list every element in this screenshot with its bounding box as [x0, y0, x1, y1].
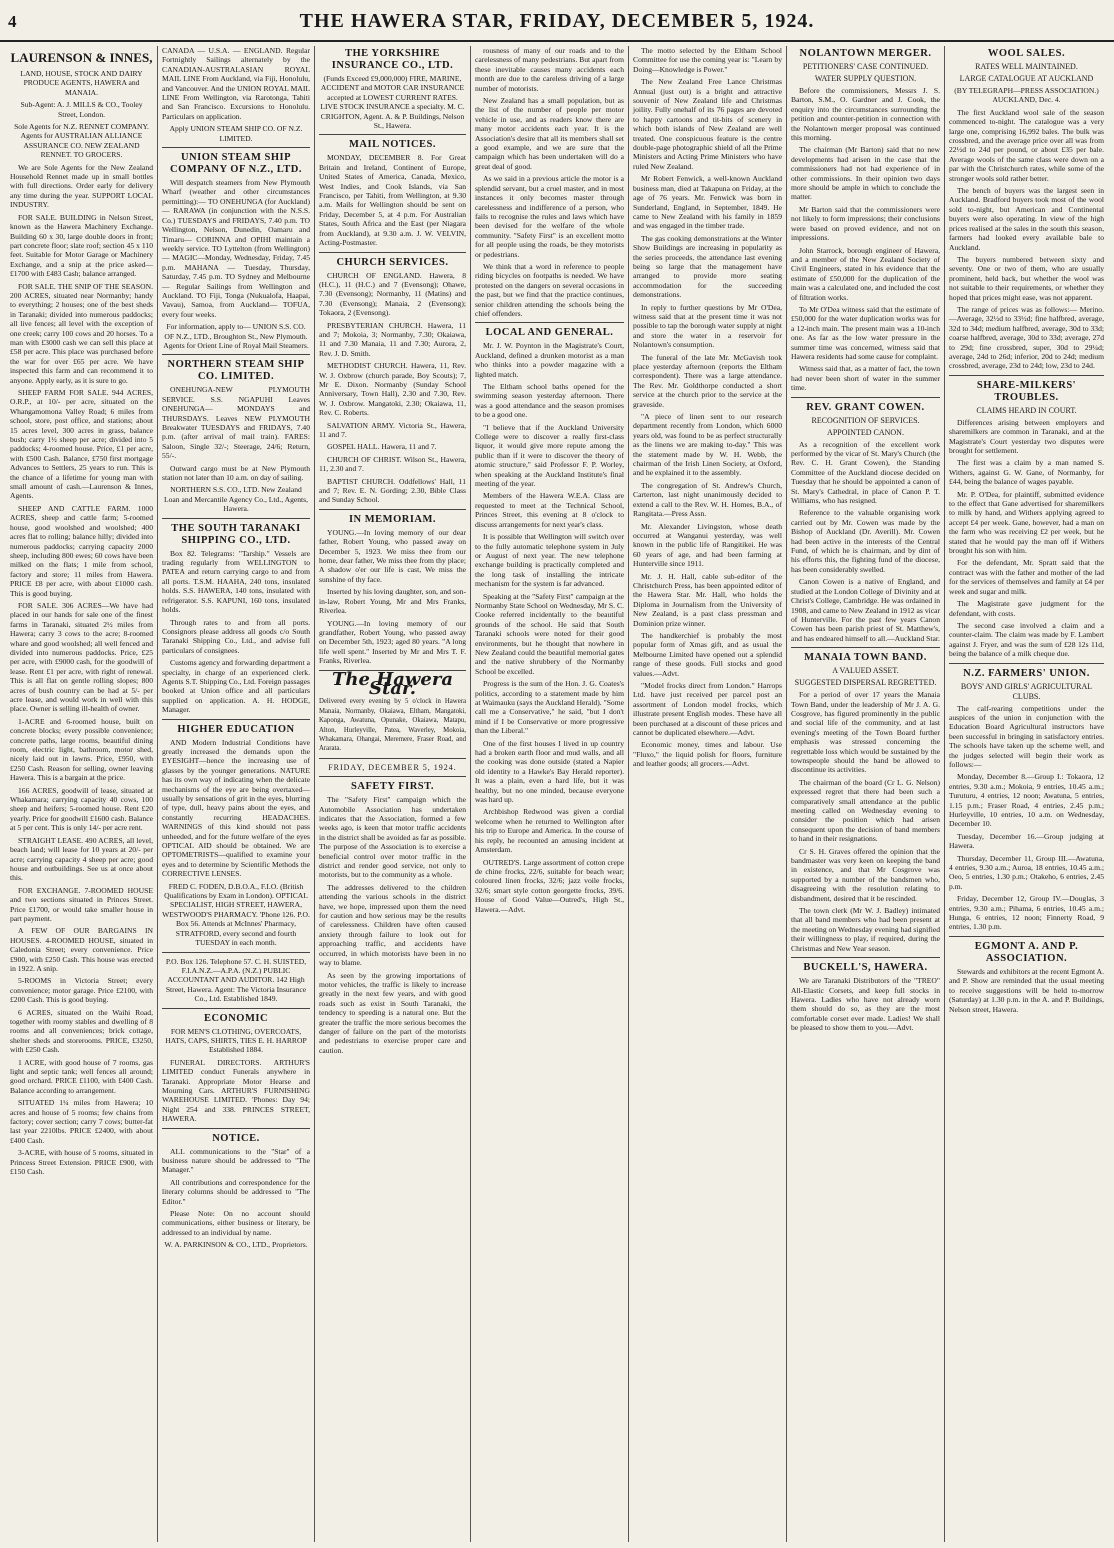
divider: [162, 1008, 310, 1009]
share-subheading: CLAIMS HEARD IN COURT.: [976, 405, 1077, 415]
editorial-paragraph: We think that a word in reference to people riding bicycles on footpaths is needed. We have protested on the dangers on several occasions in the past, but we find that the practice continues, senior children attending the schools being the chief offenders.: [475, 261, 624, 318]
hawera-star-logo: The Hawera Star.: [332, 668, 453, 699]
divider: [162, 147, 310, 148]
divider: [791, 957, 940, 958]
article-paragraph: Reference to the valuable organising work carried out by Mr. Cowen was made by the Bishop of Auckland (Dr. Averill). Mr. Cowen had been active in the interests of the Central Fund, of which he is chairman, and by dint of his efforts this, the fighting fund of the diocese, has been considerably swelled.: [791, 508, 940, 574]
news-item: "Model frocks direct from London." Harrops Ltd. have just received per parcel post an assortment of London model frocks, which illustrate present English modes. These have all been purchased at a discount of these prices and cannot be duplicated elsewhere.—Advt.: [633, 681, 782, 738]
divider: [319, 509, 466, 510]
church-body: METHODIST CHURCH. Hawera, 11, Rev. W. J. Oxbrow (church parade, Boy Scouts); 7, Mr E. Dixon. Normanby (Sunday School Anniversary, Town Hall), 2.30 and 7.30, Rev. W. J. Oxbrow. Mangatoki, 2.30; Okaiawa, 11, Rev. C. Roberts.: [319, 361, 466, 418]
harrop-ad: FOR MEN'S CLOTHING, OVERCOATS, HATS, CAPS, SHIRTS, TIES E. H. HARROP Established 1884.: [165, 1026, 307, 1055]
union-logo: UNION STEAM SHIP COMPANY OF N.Z., LTD.: [170, 152, 302, 176]
union-info: For information, apply to— UNION S.S. CO. OF N.Z., LTD., Broughton St., New Plymouth. Agents for Orient Line of Royal Mail Steamers.: [163, 322, 309, 350]
article-paragraph: The bench of buyers was the largest seen in Auckland. Bradford buyers took most of the wool sold to-night, but American and Continental buyers were also operating. In view of the high prices realised at the sales in the south this season, farmers had looked every available bale to Auckland.: [949, 186, 1104, 252]
editorial-paragraph: As seen by the growing importations of motor vehicles, the traffic is likely to increase greatly in the next few years, and with good roads such as exist in South Taranaki, the tendency to speeding is a natural one. But the greater the traffic the more serious becomes the danger of failure on the part of the motorists and pedestrians to exercise proper care and caution.: [319, 970, 466, 1055]
church-body: CHURCH OF ENGLAND. Hawera, 8 (H.C.), 11 (H.C.) and 7 (Evensong); Ohawe, 7.30 (Evensong); Normanby, 11 (Matins) and 7.30 (Evensong); Manaia, 2 (Evensong); Tokaora, 2 (Evensong).: [319, 270, 466, 318]
egmont-heading: EGMONT A. AND P. ASSOCIATION.: [974, 940, 1079, 964]
news-item: The gas cooking demonstrations at the Winter Show Buildings are increasing in popularity as the series proceeds, the attendance last evening being so large that the management have arranged to provide more seating accommodation for the succeeding demonstrations.: [633, 233, 782, 300]
article-paragraph: Before the commissioners, Messrs J. S. Barton, S.M., O. Gardner and J. Cook, the enquiry into the circumstances surrounding the petition and counter-petition in connection with the Nolantown merger proposal was continued this morning.: [791, 86, 940, 143]
article-paragraph: The town clerk (Mr W. J. Badley) intimated that all band members who had been present at the meeting on Wednesday evening had signified their willingness to play, if required, during the Christmas and New Year season.: [791, 906, 940, 953]
column-2: [158, 46, 315, 1542]
northern-heading: NORTHERN STEAM SHIP CO. LIMITED.: [167, 359, 305, 383]
column-7: [945, 46, 1108, 1542]
cowen-subheading: RECOGNITION OF SERVICES.: [811, 415, 920, 425]
manaia-band-heading: MANAIA TOWN BAND.: [804, 652, 927, 664]
article-paragraph: The calf-rearing competitions under the auspices of the union in conjunction with the Education Board Agricultural instructors have been successful in bringing in satisfactory entries. The schools have taken up the scheme well, and the judges selected will begin their work as follows:—: [949, 703, 1104, 769]
notice-body: ALL communications to the "Star" of a business nature should be addressed to "The Manager.": [162, 1146, 310, 1175]
ad-paragraph: We are Sole Agents for the New Zealand Household Rennet made up in small bottles with full directions. Order early for delivery any time during the year. SUPPORT LOCAL INDUSTRY.: [10, 162, 153, 210]
nolantown-heading: NOLANTOWN MERGER.: [799, 48, 932, 59]
article-paragraph: Monday, December 8.—Group I.: Tokaora, 12 entries, 9.30 a.m.; Mokoia, 9 entries, 10.45 a.m.; Turuturu, 4 entries, 12 noon; Awatuna, 5 entries, 1.15 p.m.; Fraser Road, 4 entries, 2.45 p.m.; Hurleyville, 10 entries, 10 a.m. on Wednesday, December 10.: [949, 772, 1104, 829]
church-body: GOSPEL HALL. Hawera, 11 and 7.: [327, 442, 437, 452]
ad-paragraph: 3-ACRE, with house of 5 rooms, situated in Princess Street Extension. PRICE £900, with £150 Cash.: [10, 1148, 153, 1177]
divider: [162, 719, 310, 720]
article-paragraph: The first Auckland wool sale of the season commenced to-night. The catalogue was a very large one, comprising 16,992 bales. The bulk was crossbred, and the average price over all was from 22½d to 24d per pound, or about £35 per bale. Average wools of the same class were down on a par with the Christchurch rates, while some of the stronger wools sold rather better.: [949, 107, 1104, 183]
news-item: "A piece of linen sent to our research department recently from London, which 6000 years old, was found to be as perfect structurally as the linens we are making to-day." This was the statement made by W. H. Webb, the chairman of the Irish Linen Society, at Oxford, and he explained it to the assembly.: [633, 412, 782, 478]
news-item: It is possible that Wellington will switch over to the fully automatic telephone system in July or August of next year. The new telephone exchange building is practically completed and the long task of installing the intricate mechanism for the system is far advanced.: [475, 532, 624, 589]
notice-body: W. A. PARKINSON & CO., LTD., Proprietors.: [164, 1240, 308, 1250]
divider: [791, 647, 940, 648]
south-body: Through rates to and from all ports. Consignors please address all goods c/o South Taranaki Shipping Co., Ltd., and advise full particulars of consignees.: [162, 617, 310, 655]
article-paragraph: As a recognition of the excellent work performed by the vicar of St. Mary's Church (the Rev. C. H. Grant Cowen), the Standing Committee of the Auckland diocese decided on Tuesday that he should be appointed a canon of St. Mary's Cathedral, in place of Canon P. T. Williams, who has resigned.: [791, 439, 940, 506]
article-paragraph: For the defendant, Mr. Spratt said that the contract was with the father and mother of the lad for the services of themselves and family at £4 per week and sugar and milk.: [949, 558, 1104, 596]
news-item: Mr. J. W. Poynton in the Magistrate's Court, Auckland, defined a drunken motorist as a man who thinks into a powder magazine with a lighted match.: [475, 341, 624, 379]
ad-paragraph: SITUATED 1¼ miles from Hawera; 10 acres and house of 5 rooms; few chains from factory; cover section; carry 7 cows; butter-fat last year 2210lbs. PRICE £2400, with about £400 Cash.: [10, 1098, 153, 1145]
divider: [475, 322, 624, 323]
church-services-heading: CHURCH SERVICES.: [336, 256, 449, 268]
news-item: The New Zealand Free Lance Christmas Annual (just out) is a bright and attractive souvenir of New Zealand life and Christmas joility. Fully onehalf of its 76 pages are devoted to happy cartoons and tit-bits of scenery in which both islands of New Zealand are well treated. One conspicuous feature is the centre double-page photographic shield of all the Prime Ministers and Acting Prime Ministers who have ruled New Zealand.: [633, 77, 782, 171]
ad-paragraph: LAND, HOUSE, STOCK AND DAIRY PRODUCE AGENTS, HAWERA and MANAIA.: [20, 69, 143, 97]
wool-subheading: LARGE CATALOGUE AT AUCKLAND: [959, 74, 1094, 83]
news-item: The handkerchief is probably the most popular form of Xmas gift, and as usual the Melbourne Limited have opened out a splendid range of these goods. Full stocks and good values.—Advt.: [633, 630, 782, 678]
optical-body: FRED C. FODEN, D.B.O.A., F.I.O. (British Qualifications by Exam in London). OPTICAL SPECIALIST, HIGH STREET, HAWERA, WESTWOOD'S PHARMACY. 'Phone 126. P.O. Box 56. Attends at McInnes' Pharmacy, STRATFORD, every second and fourth TUESDAY in each month.: [162, 881, 310, 948]
union-schedule: Will despatch steamers from New Plymouth Wharf (weather and other circumstances permitting):— TO ONEHUNGA (for Auckland)— RARAWA (in conjunction with the N.S.S. Co.) TUESDAYS and FRIDAYS, 7.40 p.m. TO Wellington, Nelson, Dunedin, Oamaru and Timaru— CORINNA and OPIHI maintain a weekly service. TO Lyttelton (from Wellington)— MAGIC—Monday, Wednesday, Friday, 7.45 p.m. MAHANA — Tuesday, Thursday, Saturday, 7.45 p.m. TO Sydney and Melbourne— Regular Sailings from Wellington and Auckland. TO Fiji, Tonga (Nukualofa, Haapai, Vavau), Samoa, from Auckland— TOFUA, every four weeks.: [162, 178, 310, 319]
south-body: Customs agency and forwarding department a specialty, in charge of an experienced clerk. Agents S.T. Shipping Co., Ltd. Foreign passages booked at Union office and all particulars supplied on application. A. H. HODGE, Manager.: [162, 658, 310, 715]
editorial-paragraph: New Zealand has a small population, but as the list of the number of people per motor vehicle in use, and as readers know there are many motor accidents each year. It is the Association's desire that all its members shall set a good example, and we are sure that the campaign which has been undertaken will do a great deal of good.: [475, 96, 624, 171]
article-paragraph: Cr S. H. Graves offered the opinion that the bandmaster was very keen on keeping the band in existence, and that Mr Cosgrove was supported by a number of the bandsmen who, disagreeing with the resolution relating to disbandment, desired that it be rescinded.: [791, 846, 940, 903]
higher-education-heading: HIGHER EDUCATION: [177, 723, 295, 735]
northern-body: NORTHERN S.S. CO., LTD. New Zealand Loan and Mercantile Agency Co., Ltd., Agents, Hawera.: [163, 485, 309, 514]
nolantown-subheading: WATER SUPPLY QUESTION.: [814, 74, 917, 83]
news-item: One of the first houses I lived in up country had a broken earth floor and mud walls, and all the cooking was done outside (stated a Napier old identity to a Hawke's Bay Herald reporter). It was a plain, even a hard life, but it was healthy, but no one minded, because everyone was hard up.: [475, 738, 624, 805]
delivery-note: Delivered every evening by 5 o'clock in Hawera Manaia, Normanby, Okaiawa, Eltham, Mangatoki, Kaponga, Awatuna, Opunake, Okaiawa, Matapu, Alton, Hurleyville, Patea, Waverley, Mokoia, Whakamara, Ohangai, Meremere, Fraser Road, and Ararata.: [319, 698, 466, 753]
article-paragraph: The second case involved a claim and a counter-claim. The claim was made by F. Lambert against J. Fryer, and was the sum of £28 12s 11d, being the balance of a milk cheque due.: [949, 620, 1104, 659]
article-paragraph: Differences arising between employers and sharemilkers are common in Taranaki, and at the Magistrate's Court yesterday two disputes were brought for settlement.: [949, 417, 1104, 455]
article-paragraph: The Magistrate gave judgment for the defendant, with costs.: [949, 599, 1104, 618]
ad-paragraph: STRAIGHT LEASE. 490 ACRES, all level, beach land; will lease for 10 years at 20/- per acre; carrying capacity 4 sheep per acre; good house and outbuildings. See us at once about this.: [10, 835, 153, 883]
news-item: The congregation of St. Andrew's Church, Carterton, last night unanimously decided to extend a call to the Rev. W. H. Homes, B.A., of Rangitata.—Press Assn.: [633, 480, 782, 519]
article-paragraph: Tuesday, December 16.—Group judging at Hawera.: [949, 831, 1104, 851]
article-paragraph: Stewards and exhibitors at the recent Egmont A. and P. Show are reminded that the usual meeting to receive suggestions will be held to-morrow (Saturday) at 1.30 p.m. in the A. and P. Buildings, Nelson street, Hawera.: [949, 966, 1104, 1014]
news-item: Progress is the sum of the Hon. J. G. Coates's politics, according to a statement made by him at Waimauku (says the Auckland Herald). "Some call me a Conservative," he said, "but I don't mind if I be Conservative or more progressive than the Liberal.": [475, 679, 624, 736]
article-paragraph: Canon Cowen is a native of England, and studied at the London College of Divinity and at Christ's College, Cambridge. He was ordained in 1908, and came to New Zealand in 1912 as vicar of Hunterville. For the past few years Canon Cowen has been parish priest of St. Matthew's, and has endeared himself to all.—Auckland Star.: [791, 577, 940, 643]
ad-paragraph: 6 ACRES, situated on the Waihi Road, together with roomy stables and dwelling of 8 rooms and all conveniences; brick cottage, shelter sheds and storerooms. PRICE, £3250, with £250 Cash.: [10, 1007, 153, 1055]
manaia-subheading: SUGGESTED DISPERSAL REGRETTED.: [794, 678, 937, 688]
press-assoc-line: (BY TELEGRAPH—PRESS ASSOCIATION.) AUCKLAND, Dec. 4.: [954, 86, 1099, 105]
manaia-subheading: A VALUED ASSET.: [832, 666, 899, 676]
news-item: Mr. J. H. Hall, cable sub-editor of the Christchurch Press, has been appointed editor of the Hawera Star. Mr. Hall, who holds the Diploma in Journalism from the University of New Zealand, is a past class pressman and Dominion prize winner.: [633, 571, 782, 628]
divider: [319, 776, 466, 777]
column-4: [471, 46, 629, 1542]
mail-body: MONDAY, DECEMBER 8. For Great Britain and Ireland, Continent of Europe, United States of America, Canada, Mexico, West Indies, and Cook Islands, via San Francisco, per Tahiti, from Wellington, at 9.30 a.m. Mails for Wellington should be sent on Friday, December 5, at 4 p.m. For Australian States, South Africa and the East (per Niagara from Auckland), at 9.30 a.m. J. W. VELVIN, Acting-Postmaster.: [319, 153, 466, 248]
wool-subheading: RATES WELL MAINTAINED.: [975, 62, 1078, 71]
wool-sales-heading: WOOL SALES.: [987, 48, 1066, 59]
memoriam-body: YOUNG.—In loving memory of our grandfather, Robert Young, who passed away on December 5th, 1923; aged 80 years. "A long life well spent." Inserted by Mr and Mrs T. F. Franks, Riverlea.: [319, 618, 466, 666]
buckells-ad: We are Taranaki Distributors of the "TREO" All-Elastic Corsets, and keep full stocks in Hawera. Ladies who have not already worn them should do so, as they are the most comfortable corset ever made. Ladies! We shall be pleased to show them to you.—Advt.: [791, 976, 940, 1033]
church-body: CHURCH OF CHRIST. Wilson St., Hawera, 11, 2.30 and 7.: [319, 454, 466, 474]
church-body: BAPTIST CHURCH. Oddfellows' Hall, 11 and 7; Rev. E. N. Gording; 2.30, Bible Class and Sunday School.: [319, 476, 466, 505]
northern-body: Outward cargo must be at New Plymouth station not later than 10 a.m. on day of sailing.: [162, 463, 310, 483]
news-item: The motto selected by the Eltham School Committee for use the coming year is: "Learn by Doing—Knowledge is Power.": [633, 46, 782, 74]
arthurs-ad: FUNERAL DIRECTORS. ARTHUR'S LIMITED conduct Funerals anywhere in Taranaki. Appropriate Motor Hearse and Mourning Cars. ARTHUR'S FURNISHING WAREHOUSE LIMITED. 'Phones: Day 94; Night 254 and 338. PRINCES STREET, HAWERA.: [162, 1057, 310, 1124]
church-body: PRESBYTERIAN CHURCH. Hawera, 11 and 7; Mokoia, 3; Normanby, 7.30; Okaiawa, 11 and 7.30 Manaia, 11 and 7.30; Aurora, 2, Rev. J. D. Smith.: [319, 320, 466, 358]
south-taranaki-heading: THE SOUTH TARANAKI SHIPPING CO., LTD.: [171, 522, 301, 546]
cowen-heading: REV. GRANT COWEN.: [806, 401, 925, 413]
nolantown-subheading: PETITIONERS' CASE CONTINUED.: [802, 62, 929, 71]
union-apply: Apply UNION STEAM SHIP CO. OF N.Z. LIMITED.: [169, 124, 303, 143]
ad-paragraph: FOR SALE. 306 ACRES—We have had placed in our hands for sale one of the finest farms in Taranaki, situated 2½ miles from Hawera; carry 3 cows to the acre; 8-roomed whare and good woolshed; all well fenced and divided into numerous paddocks. Price, £25 per acre, with £9000 cash, for the goodwill of lease. Rent £1 per acre, with right of renewal. This is all flat on gentle rolling slopes; 800 acres of bush country can be had at 5/- per acre lease, and would work in well with this place. Owner is selling ill-health of owner.: [10, 600, 153, 714]
news-item: The funeral of the late Mr. McGavish took place yesterday afternoon (reports the Eltham correspondent). There was a large attendance. The Rev. Mr. Goldthorpe conducted a short service at the church prior to the service at the graveside.: [633, 352, 782, 409]
laurenson-ads: [10, 69, 153, 1177]
article-paragraph: Witness said that, as a matter of fact, the town had never been short of water in the summer time.: [791, 364, 940, 393]
divider: [949, 375, 1104, 376]
divider: [791, 397, 940, 398]
local-general-heading: LOCAL AND GENERAL.: [485, 327, 614, 339]
page-number: 4: [8, 12, 17, 31]
memoriam-body: YOUNG.—In loving memory of our dear father, Robert Young, who passed away on December 5, 1923. We miss thee from our home, dear father, We miss thee from thy place; A shadow o'er our life is cast, We miss the sunshine of thy face.: [319, 527, 466, 584]
column-5: [629, 46, 787, 1542]
masthead: [0, 0, 1114, 42]
safety-first-heading: SAFETY FIRST.: [351, 781, 434, 793]
buckells-heading: BUCKELL'S, HAWERA.: [803, 962, 928, 974]
news-item: Economic money, times and labour. Use "Fluxo," the liquid polish for floors, furniture and leather goods; all grocers.—Advt.: [633, 740, 782, 769]
news-item: Archbishop Redwood was given a cordial welcome when he returned to Wellington after his trip to Europe and America. In the course of his reply, he recounted an amusing incident at Amsterdam.: [475, 807, 624, 855]
column-3: [315, 46, 471, 1542]
northern-body: ONEHUNGA-NEW PLYMOUTH SERVICE. S.S. NGAPUHI Leaves ONEHUNGA— MONDAYS and THURSDAYS. Leaves NEW PLYMOUTH Breakwater TUESDAYS and FRIDAYS, 7.40 p.m. (after arrival of mail train). FARES: Saloon, Single 32/-; Steerage, 24/6; Return, 55/-.: [162, 385, 310, 461]
article-paragraph: John Starrock, borough engineer of Hawera, and a member of the New Zealand Society of Civil Engineers, stated in his evidence that the estimate of £50,000 for the duplication of the main was a calculated one, and included the cost of filtration works.: [791, 245, 940, 302]
article-paragraph: Thursday, December 11, Group III.—Awatuna, 4 entries, 9.30 a.m.; Auroa, 18 entries, 10.45 a.m.; Oeo, 5 entries, 1.30 p.m.; Otakeho, 6 entries, 2.45 p.m.: [949, 853, 1104, 891]
ad-paragraph: 1-ACRE and 6-roomed house, built on concrete blocks; every possible convenience; concrete paths, large rooms, beautiful dining room, electric light, bathroom, motor shed, nicely laid out in lawns. Price, £950, with £250 Cash. Reason for selling, owner leaving Hawera. This is a bargain at the price.: [10, 716, 153, 783]
suisted-ad: P.O. Box 126. Telephone 57. C. H. SUISTED, F.I.A.N.Z.—A.P.A. (N.Z.) PUBLIC ACCOUNTANT AND AUDITOR. 142 High Street, Hawera. Agent: The Victoria Insurance Co., Ltd. Established 1849.: [165, 956, 307, 1004]
laurenson-heading: LAURENSON & INNES,: [10, 50, 153, 65]
yorkshire-heading: THE YORKSHIRE INSURANCE CO., LTD.: [331, 48, 454, 71]
divider: [162, 1128, 310, 1129]
yorkshire-body: (Funds Exceed £9,000,000) FIRE, MARINE, ACCIDENT and MOTOR CAR INSURANCE accepted at LOWEST CURRENT RATES. LIVE STOCK INSURANCE a specialty. M. C. CRIGHTON, Agent. A. & P. Buildings, Nelson St., Hawera.: [320, 74, 465, 131]
news-item: The Eltham school baths opened for the swimming season yesterday afternoon. There was a good attendance and the season promises to be a good one.: [475, 382, 624, 420]
news-item: "I believe that if the Auckland University College were to discover a really first-class liquor, it would give more repute among the public than if it were to discover the theory of atomic structure," said Professor F. P. Worley, when speaking at the Auckland Institute's final meeting of the year.: [475, 422, 624, 489]
notice-body: Please Note: On no account should communications, either business or literary, be addressed to an individual by name.: [162, 1209, 310, 1237]
article-paragraph: Friday, December 12, Group IV.—Douglas, 3 entries, 9.30 a.m.; Pihama, 6 entries, 10.45 a.m.; Hunga, 6 entries, 12 noon; Finnerty Road, 9 entries, 1.30 p.m.: [949, 894, 1104, 932]
news-item: OUTRED'S. Large assortment of cotton crepe de chine frocks, 22/6, suitable for beach wear; coloured linen frocks, 32/6; jazz voile frocks, 32/6; smart style cotton georgette frocks, 39/6. House of Good Value—Outred's, High St., Hawera.—Advt.: [475, 857, 624, 914]
memoriam-body: Inserted by his loving daughter, son, and son-in-law, Robert Young, Mr and Mrs Franks, Riverlea.: [319, 587, 466, 616]
article-paragraph: To Mr O'Dea witness said that the estimate of £50,000 for the water duplication works was for a 12-inch main. The present main was a 10-inch one. As far as the low water pressure in the summer time was concerned, witness said that Hawera residents had some cause for complaint.: [791, 304, 940, 361]
optical-body: AND Modern Industrial Conditions have greatly increased the demands upon the EYESIGHT—hence the increasing use of glasses by the younger generations. NATURE has its own way of indicating when the delicate mechanisms of the eye are being overtaxed—usually by sensations of grit in the eyes, blurring of type, dull, heavy pains about the eyes, and constantly recurring HEADACHES. WARNINGS of this kind should not pass unheeded, and for the future welfare of the eyes OPTICAL AID should be obtained. We are OPTOMETRISTS—qualified to examine your eyes and to determine by Scientific Methods the CORRECTIVE LENSES.: [162, 737, 310, 879]
ad-paragraph: 1 ACRE, with good house of 7 rooms, gas light and septic tank; well fences all around; good orchard. PRICE £1100, with £400 Cash. Balance according to arrangement.: [10, 1057, 153, 1095]
south-body: Box 82. Telegrams: "Tarship." Vessels are trading regularly from WELLINGTON to PATEA and return carrying cargo to and from all ports. T.S.M. HAAHA, 240 tons, insulated holds. S.S. HAWERA, 140 tons, insulated with refrigerator. S.S. KAPUNI, 160 tons, insulated holds.: [162, 548, 310, 615]
divider: [319, 252, 466, 253]
ad-paragraph: FOR EXCHANGE. 7-ROOMED HOUSE and two sections situated in Princes Street. Price £1700, or would take smaller house in part payment.: [10, 885, 153, 923]
article-paragraph: The buyers numbered between sixty and seventy. One or two of them, who are usually prominent, held back, but whether the wool was not suitable to their requirements, or whether they hoped that prices might ease, was not apparent.: [949, 254, 1104, 302]
canada-ad: CANADA — U.S.A. — ENGLAND. Regular Fortnightly Sailings alternately by the CANADIAN-AUSTRALASIAN ROYAL MAIL LINE From Auckland, via Fiji, Honolulu, and Vancouver. And the UNION ROYAL MAIL LINE From Wellington, via Rarotonga, Tahiti and San Francisco. Excursions to Honolulu. Particulars on application.: [162, 46, 310, 121]
church-body: SALVATION ARMY. Victoria St., Hawera, 11 and 7.: [319, 420, 466, 439]
news-item: Mr. Alexander Livingston, whose death occurred at Wanganui yesterday, was well known in the public life of Rangitikei. He was 60 years of age, and had been farming at Hunterville since 1911.: [633, 521, 782, 569]
newspaper-title: THE HAWERA STAR, FRIDAY, DECEMBER 5, 1924.: [299, 10, 815, 32]
cowen-subheading: APPOINTED CANON.: [827, 427, 904, 437]
ad-paragraph: A FEW OF OUR BARGAINS IN HOUSES. 4-ROOMED HOUSE, situated in Caledonia Street; every convenience. Price £900, with £250 Cash. This house was erected in 1922. A snip.: [10, 926, 153, 973]
divider: [319, 758, 466, 759]
editorial-paragraph: rousness of many of our roads and to the carelessness of many pedestrians. But apart from these inevitable causes many accidents each month are due to the careless driving of a large number of motorists.: [475, 46, 624, 93]
divider: [162, 518, 310, 519]
columns: [6, 46, 1108, 1542]
column-6: [787, 46, 945, 1542]
memoriam-heading: IN MEMORIAM.: [348, 513, 437, 525]
divider: [949, 663, 1104, 664]
column-1: [6, 46, 158, 1542]
news-item: In reply to further questions by Mr O'Dea, witness said that at the present time it was not possible to tap the borough water supply at night and store the water in a reservoir for Nolantown's consumption.: [633, 302, 782, 350]
editorial-paragraph: The "Safety First" campaign which the Automobile Association has undertaken indicates that the Association, formed a few weeks ago, is keen that motor traffic accidents in the district shall be avoided as far as possible. The purpose of the Association is to exercise a beneficial control over motor traffic in the district and render good service, not only to motorists, but to the community as a whole.: [319, 795, 466, 880]
news-item: Members of the Hawera W.E.A. Class are requested to meet at the Technical School, Princes Street, this evening at 8 o'clock to discuss arrangements for next year's class.: [475, 491, 624, 529]
divider: [162, 952, 310, 953]
editorial-paragraph: As we said in a previous article the motor is a splendid servant, but a cruel master, and in most instances it only becomes master through carelessness and indifference of a person, who fails to recognise the rules and laws which have been devised for the welfare of the whole community. "Safety First" is an excellent motto for all people using the roads, be they motorists or pedestrians.: [475, 174, 624, 259]
notice-body: All contributions and correspondence for the literary columns should be addressed to "The Editor.": [162, 1177, 310, 1206]
editorial-paragraph: The addresses delivered to the children attending the various schools in the district have, we hope, impressed upon them the need for caution and how serious may be the results of carelessness. Children have often caused anxiety through failure to look out for approaching traffic, and accidents have occurred, in which motorists have been in no way to blame.: [319, 882, 466, 968]
divider: [319, 134, 466, 135]
news-item: Mr Robert Fenwick, a well-known Auckland business man, died at Takapuna on Friday, at the age of 76 years. Mr. Fenwick was born in Sunderland, England, in September, 1849. He came to New Zealand with his family in 1859 and was engaged in the timber trade.: [633, 174, 782, 231]
dateline: FRIDAY, DECEMBER 5, 1924.: [328, 762, 457, 772]
divider: [162, 354, 310, 355]
farmers-subheading: BOYS' AND GIRLS' AGRICULTURAL CLUBS.: [960, 681, 1093, 701]
article-paragraph: The chairman (Mr Barton) said that no new developments had arisen in the case that the commissioners had not had experience of in other commissions. In their opinion two days more should be ample in which to conclude the matter.: [791, 145, 940, 202]
article-paragraph: Mr Barton said that the commissioners were not likely to form impressions; their conclusions were based on proved evidence, and not on impressions.: [791, 204, 940, 243]
article-paragraph: The first was a claim by a man named S. Withers, against G. W. Gane, of Normanby, for £44, being the balance of wages payable.: [949, 458, 1104, 487]
ad-paragraph: FOR SALE. BUILDING in Nelson Street, known as the Hawera Machinery Exchange. Building 60 x 30, large double doors in front; part concrete floor; slate roof; section 45 x 110 feet. Suitable for Motor Garage or Machinery Exchange, and a snip at the price asked—£1700 with £483 Cash; balance arranged.: [10, 212, 153, 279]
article-paragraph: The range of prices was as follows:— Merino.—Average, 32½d to 33½d; fine halfbred, average, 32d to 34d; medium halfbred, average, 30d to 33d; coarse halfbred, average, 30d to 33d; average, 27d to 29d; fine crossbred, super, 30d to 29¼d; average, 24d to 26d; inferior, 20d to 24d; medium crossbred, average, 23d to 24d; low, 23d to 24d.: [949, 304, 1104, 371]
farmers-union-heading: N.Z. FARMERS' UNION.: [963, 667, 1090, 679]
economic-heading: ECONOMIC: [203, 1012, 269, 1024]
share-milkers-heading: SHARE-MILKERS' TROUBLES.: [976, 379, 1077, 403]
mail-notices-heading: MAIL NOTICES.: [348, 139, 437, 151]
article-paragraph: For a period of over 17 years the Manaia Town Band, under the leadership of Mr J. A. G. Cosgrove, has figured prominently in the public and social life of the community, and at last evening's meeting of the Town Board further emphasis was stressed concerning the regrettable loss which would be sustained by the townspeople should the band be allowed to discontinue its activities.: [791, 690, 940, 775]
news-item: Speaking at the "Safety First" campaign at the Normanby State School on Wednesday, Mr S. C. Cooke referred incidentally to the beautiful grounds of the school. He said that South Taranaki schools were noted for their good environments, but he thought that nowhere in New Zealand could the beautiful memorial gates and the native shrubbery of the Normanby School be excelled.: [475, 591, 624, 676]
ad-paragraph: 5-ROOMS in Victoria Street; every convenience; motor garage. Price £2100, with £200 Cash. This is good buying.: [10, 976, 153, 1005]
ad-paragraph: SHEEP FARM FOR SALE. 944 ACRES, O.R.P., at 10/- per acre, situated on the Whangamomona Valley Road; 6 miles from school, store, post office, and stations; about 15 acres level, 300 acres in grass, balance bush; carry 1½ sheep per acre; divided into 5 paddocks; 4-roomed house. Price, £1 per acre, with £500 Cash. Balance, £750 first mortgage Advances to Settlers, 25 years to run. This is the chance of a lifetime for young man with small amount of cash.—Laurenson & Innes, Agents.: [10, 388, 153, 501]
article-paragraph: The chairman of the board (Cr L. G. Nelson) expressed regret that there had been such a comparatively small attendance at the public meeting called on Wednesday evening to consider the position which had arisen consequent upon the decision of band members to hand in their resignations.: [791, 777, 940, 844]
divider: [949, 936, 1104, 937]
ad-paragraph: SHEEP AND CATTLE FARM. 1000 ACRES, sheep and cattle farm; 5-roomed house, good woolshed and woolshed; 400 acres flat to rolling; balance hilly; divided into numerous paddocks; carrying capacity 2000 sheep, including 800 ewes; 60 cows have been milked on the flats; 1 mile from school, factory and store; 11 miles from Hawera. PRICE £8 per acre, with about £1000 cash. This is good buying.: [10, 503, 153, 598]
ad-paragraph: 166 ACRES, goodwill of lease, situated at Whakamara; carrying capacity 40 cows, 100 sheep and heifers; 5-roomed house. Rent £20 yearly. Price for goodwill £1600 cash. Balance at 5 per cent. This is only 14/- per acre rent.: [10, 785, 153, 833]
ad-paragraph: FOR SALE. THE SNIP OF THE SEASON. 200 ACRES, situated near Normanby; handy to everything; 2 houses; one of the best sheds in Taranaki; divided into numerous paddocks; all live fences; all level with the exception of one creek; carry 100 cows and 20 horses. To a man with £3000 cash we can sell this place at £58 per acre. This place was purchased before the war for over £65 per acre. We have inspected this farm and can recommend it to anyone. Apply early, as it is sure to go.: [10, 281, 153, 385]
notice-heading: NOTICE.: [212, 1132, 260, 1144]
ad-paragraph: Sub-Agent: A. J. MILLS & CO., Tooley Street, London.: [20, 100, 143, 119]
ad-paragraph: Sole Agents for N.Z. RENNET COMPANY. Agents for AUSTRALIAN ALLIANCE ASSURANCE CO. NEW ZEALAND RENNET. TO GROCERS.: [14, 122, 149, 160]
article-paragraph: Mr. P. O'Dea, for plaintiff, submitted evidence to the effect that Gane advertised for sharemilkers to milk by hand, and Withers applying agreed to accept £4 per week. Gane, however, had a man on the farm who was receiving £2 per week, but he stated that he would pay the man off if Withers brought his son with him.: [949, 489, 1104, 556]
